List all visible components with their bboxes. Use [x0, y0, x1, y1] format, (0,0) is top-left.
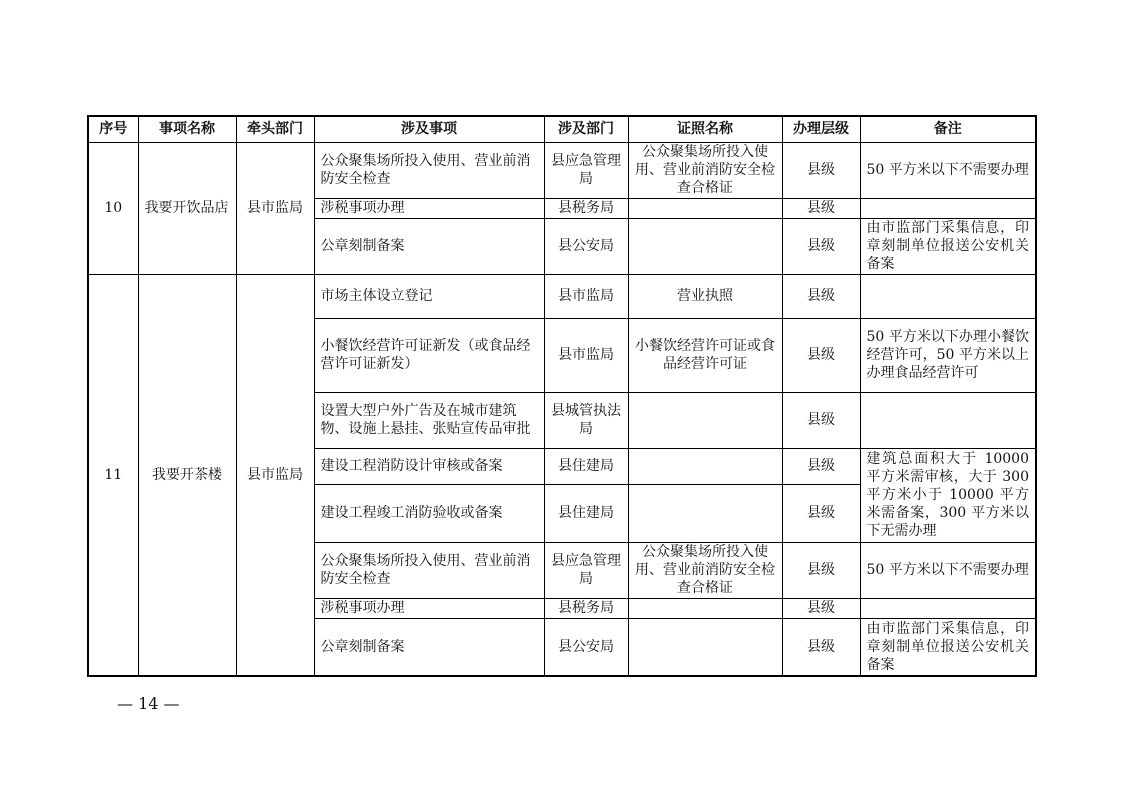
- service-items-table: [87, 115, 1037, 677]
- row-item: 建设工程消防设计审核或备案: [314, 448, 544, 484]
- row-level: 县级: [782, 618, 860, 676]
- group-name: 我要开茶楼: [138, 274, 236, 676]
- row-dept: 县市监局: [544, 318, 628, 392]
- row-note: [860, 392, 1036, 448]
- row-level: 县级: [782, 142, 860, 198]
- row-license: [628, 392, 782, 448]
- row-item: 涉税事项办理: [314, 598, 544, 618]
- header-lead-dept: 牵头部门: [236, 116, 314, 142]
- row-dept: 县城管执法局: [544, 392, 628, 448]
- row-item: 涉税事项办理: [314, 198, 544, 218]
- row-item: 公众聚集场所投入使用、营业前消防安全检查: [314, 142, 544, 198]
- row-dept: 县应急管理局: [544, 542, 628, 598]
- row-level: 县级: [782, 274, 860, 318]
- row-item: 公章刻制备案: [314, 618, 544, 676]
- row-level: 县级: [782, 598, 860, 618]
- row-license: 营业执照: [628, 274, 782, 318]
- row-level: 县级: [782, 198, 860, 218]
- header-note: 备注: [860, 116, 1036, 142]
- row-dept: 县住建局: [544, 484, 628, 542]
- header-involved-dept: 涉及部门: [544, 116, 628, 142]
- group-number: 10: [88, 142, 138, 274]
- row-license: [628, 448, 782, 484]
- row-license: [628, 198, 782, 218]
- row-license: [628, 618, 782, 676]
- table-header-row: [88, 116, 1036, 142]
- header-level: 办理层级: [782, 116, 860, 142]
- header-item-name: 事项名称: [138, 116, 236, 142]
- row-dept: 县应急管理局: [544, 142, 628, 198]
- table-row: [88, 142, 1036, 198]
- row-license: [628, 598, 782, 618]
- row-level: 县级: [782, 318, 860, 392]
- row-dept: 县税务局: [544, 598, 628, 618]
- page-number: — 14 —: [117, 694, 180, 713]
- group-lead-dept: 县市监局: [236, 142, 314, 274]
- group-number: 11: [88, 274, 138, 676]
- row-note: 50 平方米以下不需要办理: [860, 542, 1036, 598]
- group-name: 我要开饮品店: [138, 142, 236, 274]
- row-item: 建设工程竣工消防验收或备案: [314, 484, 544, 542]
- row-level: 县级: [782, 484, 860, 542]
- row-item: 小餐饮经营许可证新发（或食品经营许可证新发）: [314, 318, 544, 392]
- row-item: 设置大型户外广告及在城市建筑物、设施上悬挂、张贴宣传品审批: [314, 392, 544, 448]
- row-note: 50 平方米以下办理小餐饮经营许可，50 平方米以上办理食品经营许可: [860, 318, 1036, 392]
- row-note: 由市监部门采集信息，印章刻制单位报送公安机关备案: [860, 218, 1036, 274]
- row-dept: 县市监局: [544, 274, 628, 318]
- row-level: 县级: [782, 542, 860, 598]
- row-note: 50 平方米以下不需要办理: [860, 142, 1036, 198]
- row-level: 县级: [782, 448, 860, 484]
- row-license: 小餐饮经营许可证或食品经营许可证: [628, 318, 782, 392]
- row-note: 建筑总面积大于 10000 平方米需审核，大于 300 平方米小于 10000 平方米需备案，300 平方米以下无需办理: [860, 448, 1036, 542]
- header-number: 序号: [88, 116, 138, 142]
- row-item: 市场主体设立登记: [314, 274, 544, 318]
- group-lead-dept: 县市监局: [236, 274, 314, 676]
- row-item: 公章刻制备案: [314, 218, 544, 274]
- row-dept: 县税务局: [544, 198, 628, 218]
- row-license: 公众聚集场所投入使用、营业前消防安全检查合格证: [628, 142, 782, 198]
- header-license-name: 证照名称: [628, 116, 782, 142]
- row-dept: 县公安局: [544, 618, 628, 676]
- row-item: 公众聚集场所投入使用、营业前消防安全检查: [314, 542, 544, 598]
- header-involved-item: 涉及事项: [314, 116, 544, 142]
- row-license: 公众聚集场所投入使用、营业前消防安全检查合格证: [628, 542, 782, 598]
- row-dept: 县公安局: [544, 218, 628, 274]
- row-license: [628, 218, 782, 274]
- table-row: [88, 274, 1036, 318]
- row-note: [860, 198, 1036, 218]
- row-dept: 县住建局: [544, 448, 628, 484]
- row-note: [860, 274, 1036, 318]
- row-license: [628, 484, 782, 542]
- row-note: [860, 598, 1036, 618]
- row-level: 县级: [782, 218, 860, 274]
- row-level: 县级: [782, 392, 860, 448]
- row-note: 由市监部门采集信息，印章刻制单位报送公安机关备案: [860, 618, 1036, 676]
